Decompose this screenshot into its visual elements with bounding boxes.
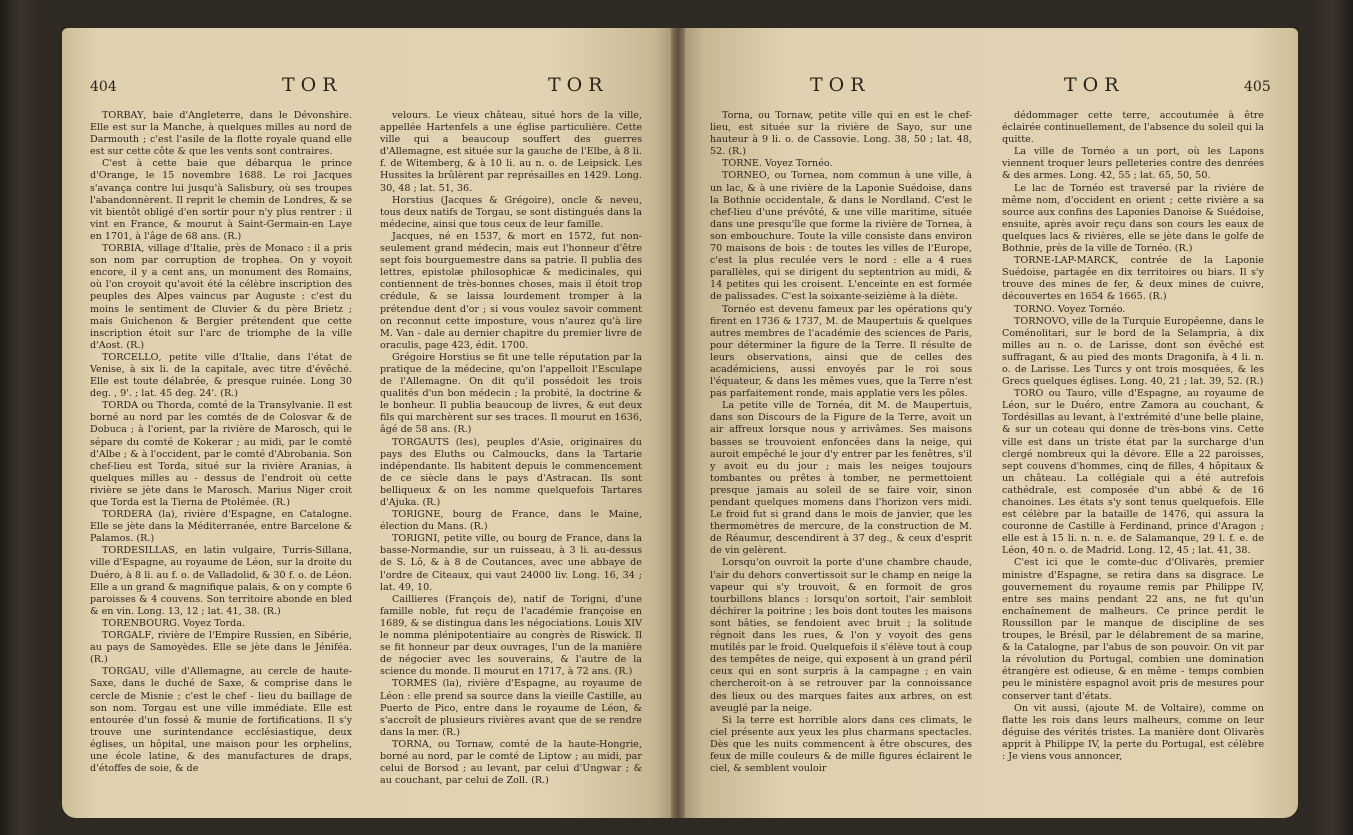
entry-headword: TORBAY [102, 110, 144, 121]
entry-text: . Voyez Tornéo. [1051, 303, 1126, 315]
dictionary-entry [380, 352, 642, 437]
entry-text: , village d'Italie, près de Monaco : il a pris son nom par corruption de trophea. On y voyoit encore, il y a cent ans, un monument des Romains, où l'on croyoit qu'avoit été la célèbre inscription des peuples des Alpes vaincus par Auguste : c'est du moins le sentiment de Cluvier & du père Brietz ; mais Guichenon & Bergier prétendent que cette inscription étoit sur l'arc de triomphe de la ville d'Aost. (R.) [90, 243, 352, 351]
entry-text: , contrée de la Laponie Suédoise, partagée en dix territoires ou biars. Il s'y trouve des mines de fer, & deux mines de cuivre, découvertes en 1654 & 1665. (R.) [1002, 255, 1264, 303]
entry-text: , ville d'Allemagne, au cercle de haute-Saxe, dans le duché de Saxe, & comprise dans le cercle de Misnie ; c'est le chef - lieu du baillage de son nom. Torgau est une ville immédiate. Elle est entourée d'un fossé & munie de fortifications. Il s'y trouve une surintendance ecclésiastique, deux églises, un hôpital, une maison pour les orphelins, une école latine, & des manufactures de draps, d'étoffes de soie, & de [90, 666, 352, 775]
entry-text: , bourg de France, dans le Maine, élection du Mans. (R.) [380, 509, 642, 533]
dictionary-entry [380, 678, 642, 738]
entry-headword: TORMES [392, 678, 437, 690]
entry-text: Lorsqu'on ouvroit la porte d'une chambre chaude, l'air du dehors convertissoit sur le champ en neige la vapeur qui s'y trouvoit, & en formoit de gros tourbillons blancs : lorsqu'on sortoit, l'air sembloit déchirer la poitrine ; les bois dont toutes les maisons sont bâties, se fendoient avec bruit ; la solitude régnoit dans les rues, & l'on y voyoit des gens mutilés par le froid. Quelquefois il s'élève tout à coup des tempêtes de neige, qui exposent à un grand péril ceux qui en sont surpris à la campagne ; en vain chercheroit-on à se retrouver par la connoissance des lieux ou des marques faites aux arbres, on est aveuglé par la neige. [710, 557, 972, 714]
entry-text: (les), peuples d'Asie, originaires du pays des Eluths ou Calmoucks, dans la Tartarie indépendante. Ils habitent depuis le commencement de ce siècle dans le pays d'Astracan. Ils sont belliqueux & on les nomme quelquefois Tartares d'Ajuka. (R.) [380, 436, 642, 508]
entry-text: , baie d'Angleterre, dans le Dévonshire. Elle est sur la Manche, à quelques milles au nord de Darmouth ; c'est l'asile de la flotte royale quand elle est sur cette côte & que les vents sont contraires. [90, 110, 352, 158]
entry-text: velours. Le vieux château, situé hors de la ville, appellée Hartenfels a une église particulière. Cette ville qui a beaucoup souffert des guerres d'Allemagne, est située sur la gauche de l'Elbe, à 8 li. f. de Witemberg, & à 10 li. au n. o. de Leipsick. Les Hussites la brûlèrent par représailles en 1429. Long. 30, 48 ; lat. 51, 36. [380, 110, 642, 194]
entry-text: Torna, ou Tornaw, petite ville qui en est le chef-lieu, est située sur la rivière de Sayo, sur une hauteur à 9 li. o. de Cassovie. Long. 38, 50 ; lat. 48, 52. (R.) [710, 110, 972, 158]
dictionary-entry [380, 594, 642, 679]
dictionary-entry [380, 110, 642, 195]
dictionary-entry [710, 304, 972, 401]
entry-headword: TORNE [722, 158, 759, 170]
entry-text: dédommager cette terre, accoutumée à être éclairée continuellement, de l'absence du soleil qui la quitte. [1002, 110, 1264, 146]
entry-text: La petite ville de Tornéa, dit M. de Maupertuis, dans son Discours de la Figure de la Terre, avoit un air affreux lorsque nous y arrivâmes. Ses maisons basses se trouvoient enfoncées dans la neige, qui auroit empêché le jour d'y entrer par les fenêtres, s'il y avoit eu du jour ; mais les neiges toujours tombantes ou prêtes à tomber, ne permettoient presque jamais au soleil de se faire voir, sinon pendant quelques momens dans l'horizon vers midi. Le froid fut si grand dans le mois de janvier, que les thermomètres de mercure, de la construction de M. de Réaumur, descendirent à 37 deg., & ceux d'esprit de vin gelèrent. [710, 400, 972, 557]
dictionary-entry [1002, 703, 1264, 763]
entry-text: Tornéo est devenu fameux par les opérations qu'y firent en 1736 & 1737, M. de Maupertuis & quelques autres membres de l'académie des sciences de Paris, pour déterminer la figure de la Terre. Il résulte de leurs observations, ainsi que de celles des académiciens, aussi envoyés par le roi sous l'équateur, & dans les mêmes vues, que la Terre n'est pas parfaitement ronde, mais applatie vers les pôles. [710, 303, 972, 400]
entry-headword: TORNO [1014, 303, 1052, 315]
entry-text: ou Thorda, comté de la Transylvanie. Il est borné au nord par les comtés de de Colosvar & de Dobuca ; à l'orient, par la rivière de Marosch, qui le sépare du comté de Kokerar ; au midi, par le comté d'Albe ; & à l'occident, par le comté d'Abrobania. Son chef-lieu est Torda, situé sur la rivière Aranias, à quelques milles au - dessus de l'endroit où cette rivière se jète dans le Marosch. Marius Niger croit que Torda est la Tierna de Ptolémée. (R.) [90, 400, 352, 508]
dictionary-entry [1002, 388, 1264, 557]
entry-text: , petite ville d'Italie, dans l'état de Venise, à six li. de la capitale, avec titre d'évêché. Elle est toute délabrée, & presque ruinée. Long 30 deg. , 9'. ; lat. 45 deg. 24'. (R.) [90, 351, 352, 400]
running-head-left-a: TOR [282, 74, 343, 96]
running-head-left-b: TOR [548, 74, 609, 96]
dictionary-entry [380, 739, 642, 787]
dictionary-entry [90, 158, 352, 243]
dictionary-entry [1002, 255, 1264, 303]
entry-headword: TORNE-LAP-MARCK [1014, 255, 1116, 267]
entry-text: Grégoire Horstius se fit une telle réputation par la pratique de la médecine, qu'on l'appelloit l'Esculape de l'Allemagne. On dit qu'il possédoit les trois qualités d'un bon médecin ; la probité, la doctrine & le bonheur. Il publia beaucoup de livres, & eut deux fils qui marchèrent sur ses traces. Il mourut en 1636, âgé de 58 ans. (R.) [380, 351, 642, 436]
dictionary-entry [90, 509, 352, 545]
dictionary-entry [710, 400, 972, 557]
entry-text: La ville de Tornéo a un port, où les Lapons viennent troquer leurs pelleteries contre des denrées & des armes. Long. 42, 55 ; lat. 65, 50, 50. [1002, 146, 1264, 182]
running-head-right-b: TOR [1064, 74, 1125, 96]
dictionary-entry [1002, 183, 1264, 256]
dictionary-entry [710, 110, 972, 158]
page-number-right: 405 [1244, 79, 1271, 95]
page-number-left: 404 [90, 79, 117, 95]
entry-headword: TORCELLO [102, 351, 159, 363]
dictionary-entry [90, 400, 352, 509]
dictionary-entry [90, 545, 352, 618]
dictionary-entry [90, 352, 352, 400]
entry-headword: TORO [1014, 388, 1044, 400]
entry-text: Horstius (Jacques & Grégoire), oncle & neveu, tous deux natifs de Torgau, se sont distingués dans la médecine, ainsi que tous ceux de leur famille. [380, 194, 642, 230]
dictionary-entry [90, 666, 352, 775]
entry-text: , en latin vulgaire, Turris-Sillana, ville d'Espagne, au royaume de Léon, sur la droite du Duéro, à 8 li. au f. o. de Valladolid, & 30 f. o. de Léon. Elle a un grand & magnifique palais, & on y compte 6 paroisses & 4 couvens. Son territoire abonde en bled & en vin. Long. 13, 12 ; lat. 41, 38. (R.) [90, 545, 352, 617]
right-page [678, 28, 1298, 818]
dictionary-entry [710, 158, 972, 170]
entry-headword: TORNA [392, 738, 429, 750]
dictionary-entry [90, 110, 352, 158]
entry-text: (la), rivière d'Espagne, au royaume de Léon : elle prend sa source dans la vieille Castille, au Puerto de Pico, entre dans le royaume de Léon, & s'accroît de plusieurs rivières avant que de se rendre dans la mer. (R.) [380, 678, 642, 738]
entry-headword: TORNOVO [1014, 315, 1067, 327]
entry-headword: TORGAU [102, 666, 147, 678]
dictionary-entry [1002, 110, 1264, 146]
entry-text: , petite ville, ou bourg de France, dans la basse-Normandie, sur un ruisseau, à 3 li. au-dessus de S. Lô, & à 8 de Coutances, avec une abbaye de l'ordre de Citeaux, qui vaut 24000 liv. Long. 16, 34 ; lat. 49, 10. [380, 533, 642, 593]
entry-text: (la), rivière d'Espagne, en Catalogne. Elle se jète dans la Méditerranée, entre Barcelone & Palamos. (R.) [90, 509, 352, 545]
entry-text: , ou Tornaw, comté de la haute-Hongrie, borné au nord, par le comté de Liptow ; au midi, par celui de Borsod ; au levant, par celui d'Ungwar ; & au couchant, par celui de Zoll. (R.) [380, 738, 642, 787]
entry-text: , rivière de l'Empire Russien, en Sibérie, au pays de Samoyèdes. Elle se jète dans le Jéniféa. (R.) [90, 630, 352, 666]
entry-headword: TORBIA [102, 243, 142, 255]
book-gutter [671, 28, 685, 818]
entry-text: ou Tauro, ville d'Espagne, au royaume de Léon, sur le Duéro, entre Zamora au couchant, & Tordésillas au levant, à l'extrémité d'une belle plaine, & sur un coteau qui donne de très-bons vins. Cette ville est dans un triste état par la surcharge d'un clergé nombreux qui la dévore. Elle a 22 paroisses, sept couvens d'hommes, cinq de filles, 4 hôpitaux & un château. La collégiale qui a été autrefois cathédrale, est composée d'un abbé & de 16 chanoines. Les états s'y sont tenus quelquefois. Elle est célèbre par la bataille de 1476, qui assura la couronne de Castille à Ferdinand, prince d'Aragon ; elle est à 15 li. n. n. e. de Salamanque, 29 l. f. e. de Léon, 40 n. o. de Madrid. Long. 12, 45 ; lat. 41, 38. [1002, 388, 1264, 557]
dictionary-entry [1002, 304, 1264, 316]
entry-text: Si la terre est horrible alors dans ces climats, le ciel présente aux yeux les plus charmans spectacles. Dès que les nuits commencent à être obscures, des feux de mille couleurs & de mille figures éclairent le ciel, & semblent vouloir [710, 714, 972, 775]
left-column-1 [90, 110, 352, 775]
dictionary-entry [90, 618, 352, 630]
dictionary-entry [380, 231, 642, 352]
entry-headword: TORNEO [722, 170, 767, 182]
dictionary-entry [1002, 557, 1264, 702]
entry-headword: TORENBOURG [102, 617, 177, 629]
dictionary-entry [380, 437, 642, 510]
dictionary-entry [90, 630, 352, 666]
dictionary-entry [1002, 146, 1264, 182]
dictionary-entry [710, 170, 972, 303]
entry-text: Jacques, né en 1537, & mort en 1572, fut non-seulement grand médecin, mais eut l'honneur d'être sept fois bourguemestre dans sa patrie. Il publia des lettres, epistolæ philosophicæ & medicinales, qui contiennent de très-bonnes choses, mais il étoit trop crédule, & se laissa lourdement tromper à la prétendue dent d'or ; si vous voulez savoir comment on reconnut cette imposture, vous n'aurez qu'à lire M. Van - dale au dernier chapitre du premier livre de oraculis, page 423, édit. 1700. [380, 230, 642, 351]
dictionary-entry [1002, 316, 1264, 389]
entry-headword: TORIGNI [392, 533, 438, 545]
dictionary-entry [710, 557, 972, 714]
running-head-right-a: TOR [810, 74, 871, 96]
entry-text: Caillieres (François de), natif de Torigni, d'une famille noble, fut reçu de l'académie françoise en 1689, & se distingua dans les négociations. Louis XIV le nomma plénipotentiaire au congrès de Riswick. Il se fit honneur par deux ouvrages, l'un de la manière de négocier avec les souverains, & l'autre de la science du monde. Il mourut en 1717, à 72 ans. (R.) [380, 593, 642, 678]
left-column-2 [380, 110, 642, 787]
entry-text: On vit aussi, (ajoute M. de Voltaire), comme on flatte les rois dans leurs malheurs, comme on leur déguise des vérités tristes. La manière dont Olivarès apprit à Philippe IV, la perte du Portugal, est célèbre : Je viens vous annoncer, [1002, 702, 1264, 762]
entry-text: , ville de la Turquie Européenne, dans le Coménolitari, sur le bord de la Selampria, à dix milles au n. o. de Larisse, dont son évêché est suffragant, & au pied des monts Dragonifa, à 4 li. n. o. de Larisse. Les Turcs y ont trois mosquées, & les Grecs quelques églises. Long. 40, 21 ; lat. 39, 52. (R.) [1002, 315, 1264, 388]
dictionary-entry [90, 243, 352, 352]
entry-headword: TORGALF [102, 630, 152, 642]
entry-text: . Voyez Torda. [176, 617, 246, 629]
left-page [62, 28, 678, 818]
entry-headword: TORDESILLAS [102, 545, 175, 557]
entry-text: C'est à cette baie que débarqua le prince d'Orange, le 15 novembre 1688. Le roi Jacques s'avança contre lui jusqu'à Salisbury, où ses troupes l'abandonnèrent. Il reprit le chemin de Londres, & se vit bientôt obligé d'en sortir pour n'y plus rentrer : il vint en France, & mourut à Saint-Germain-en Laye en 1701, à l'âge de 68 ans. (R.) [90, 158, 352, 242]
right-column-2 [1002, 110, 1264, 763]
dictionary-entry [380, 195, 642, 231]
dictionary-entry [380, 533, 642, 593]
entry-headword: TORGAUTS [392, 436, 450, 448]
dictionary-entry [380, 509, 642, 533]
dictionary-entry [710, 715, 972, 775]
entry-text: C'est ici que le comte-duc d'Olivarès, premier ministre d'Espagne, se retira dans sa disgrace. Le gouvernement du royaume remis par Philippe IV, entre ses mains pendant 22 ans, ne fut qu'un enchaînement de malheurs. Ce prince perdit le Roussillon par le manque de discipline de ses troupes, le Brésil, par le délabrement de sa marine, & la Catalogne, par l'abus de son pouvoir. On vit par la révolution du Portugal, combien une domination étrangère est odieuse, & en même - temps combien peu le ministère espagnol avoit pris de mesures pour conserver tant d'états. [1002, 557, 1264, 702]
entry-headword: TORDERA [102, 509, 153, 521]
entry-text: , ou Tornea, nom commun à une ville, à un lac, & à une rivière de la Laponie Suédoise, dans la Bothnie occidentale, & dans le Nordland. C'est le chef-lieu d'une prévôté, & une ville maritime, située dans une presqu'île que forme la rivière de Tornea, à son embouchure. Toute la ville consiste dans environ 70 maisons de bois : de toutes les villes de l'Europe, c'est la plus reculée vers le nord : elle a 4 rues parallèles, qui se dirigent du septentrion au midi, & 14 petites qui les croisent. L'enceinte en est formée de palissades. C'est la soixante-seizième à la diète. [710, 170, 972, 303]
right-column-1 [710, 110, 972, 775]
entry-headword: TORIGNE [392, 509, 441, 521]
entry-text: Le lac de Tornéo est traversé par la rivière de même nom, d'occident en orient ; cette rivière a sa source aux confins des Laponies Danoise & Suédoise, ensuite, après avoir reçu dans son cours les eaux de quelques lacs & rivières, elle se jète dans le golfe de Bothnie, près de la ville de Tornéo. (R.) [1002, 182, 1264, 255]
entry-text: . Voyez Tornéo. [758, 158, 833, 170]
entry-headword: TORDA [102, 400, 139, 412]
